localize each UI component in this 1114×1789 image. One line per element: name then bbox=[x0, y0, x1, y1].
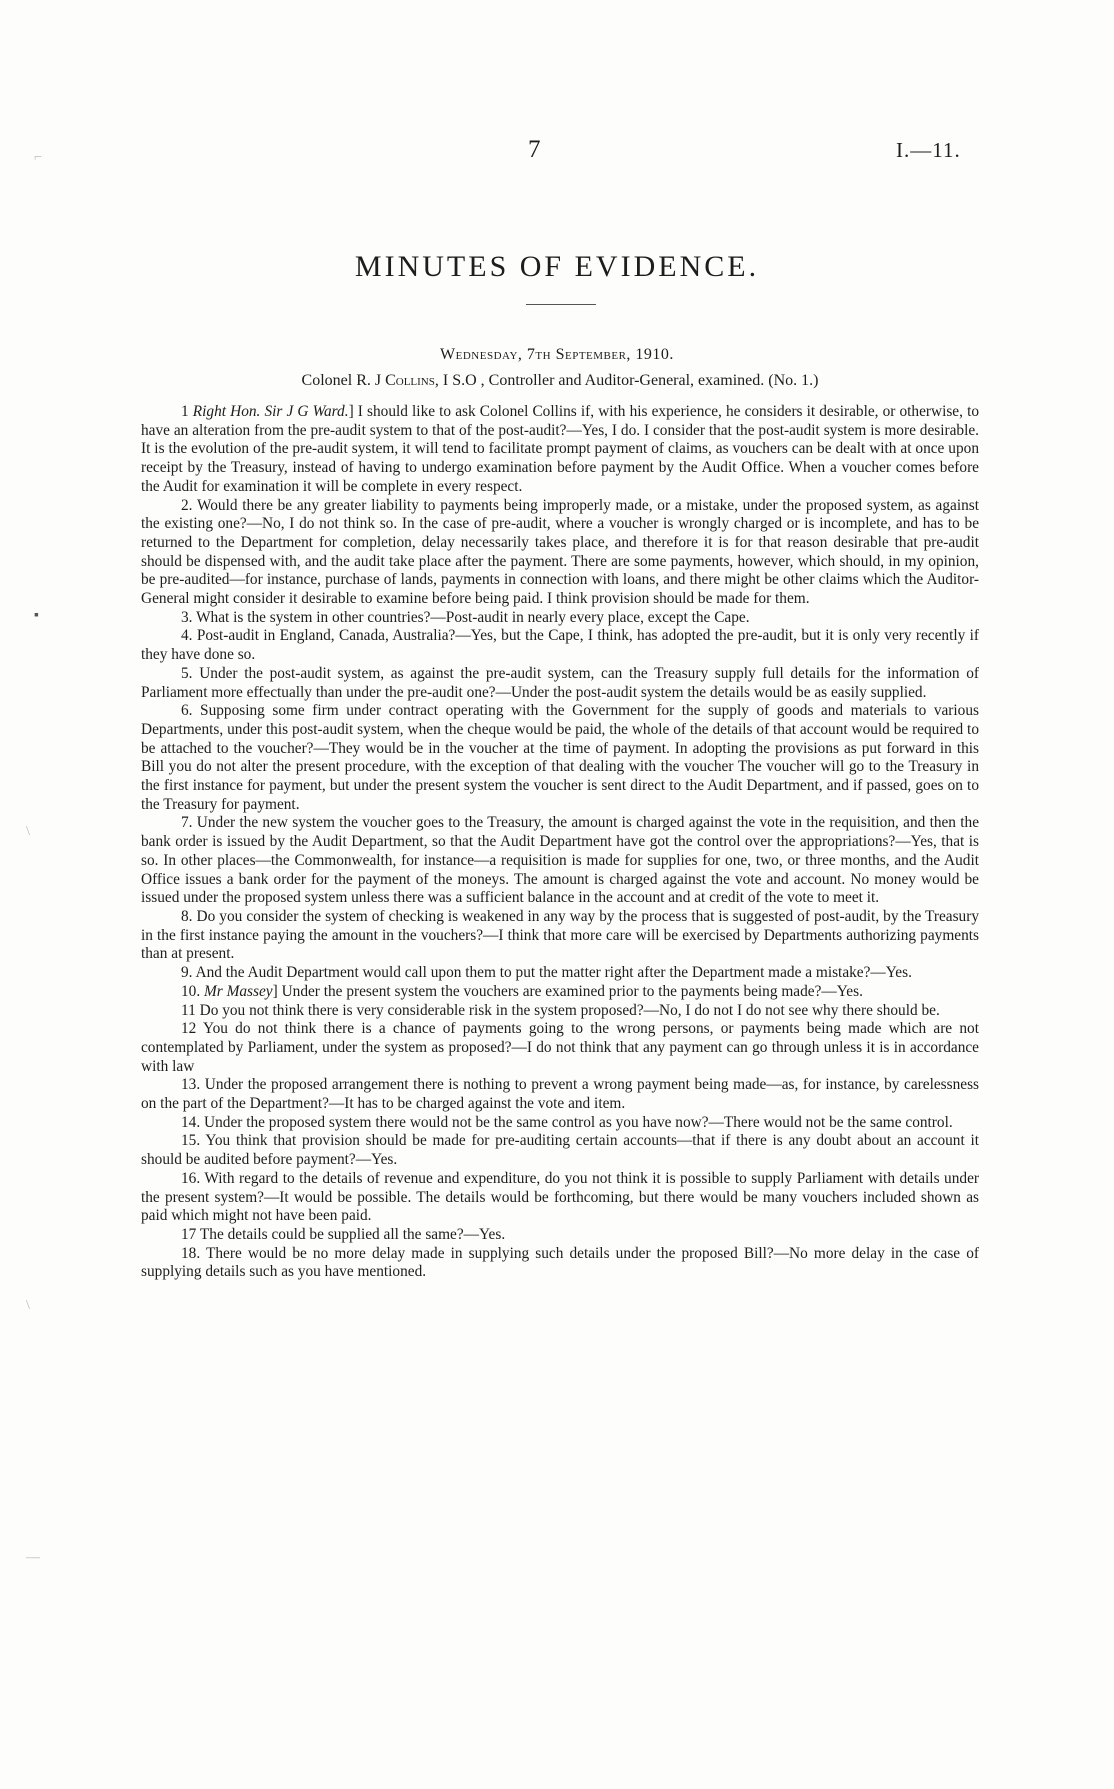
question-number: 9. bbox=[181, 964, 196, 982]
evidence-paragraph bbox=[141, 497, 979, 609]
evidence-paragraph bbox=[141, 1002, 979, 1021]
evidence-paragraph bbox=[141, 609, 979, 628]
paragraph-text: Under the new system the voucher goes to the Treasury, the amount is charged against the vote in the requisition, and then the bank order is issued by the Audit Department, so that the Audit Department have got the control over the appropriations?—Yes, that is so. In other places—the Commonwealth, for instance—a requisition is made for supplies for one, two, or three months, and the Audit Office issues a bank order for the payment of the moneys. The amount is charged against the vote and account. No money would be issued under the proposed system unless there was a sufficient balance in the account and at credit of the vote to meet it. bbox=[141, 814, 980, 907]
paragraph-text: And the Audit Department would call upon them to put the matter right after the Department made a mistake?—Yes. bbox=[195, 964, 912, 982]
evidence-paragraph bbox=[141, 1132, 979, 1169]
witness-name-prefix: Colonel R. J bbox=[301, 372, 386, 389]
paragraph-text: With regard to the details of revenue and expenditure, do you not think it is possible to supply Parliament with details under the present system?—It would be possible. The details would be forthcoming, but there would be many vouchers included shown as paid which might not have been paid. bbox=[141, 1169, 979, 1225]
question-number: 7. bbox=[181, 814, 197, 832]
evidence-paragraph bbox=[141, 665, 979, 702]
question-number: 15. bbox=[181, 1132, 206, 1150]
question-number: 1 bbox=[181, 403, 193, 420]
evidence-paragraph bbox=[141, 908, 979, 964]
question-number: 11 bbox=[181, 1001, 200, 1019]
scan-mark: ▪ bbox=[34, 608, 39, 623]
question-number: 2. bbox=[181, 496, 197, 514]
scan-mark: \ bbox=[26, 1298, 30, 1313]
evidence-paragraph bbox=[141, 1076, 979, 1113]
evidence-paragraph bbox=[141, 627, 979, 664]
evidence-paragraph bbox=[141, 702, 979, 814]
question-number: 13. bbox=[181, 1076, 205, 1094]
evidence-paragraph bbox=[141, 403, 979, 497]
paragraph-text: Do you not think there is very considerable risk in the system proposed?—No, I do not I do not see why there should be. bbox=[199, 1001, 940, 1019]
evidence-paragraph bbox=[141, 814, 979, 908]
question-number: 17 bbox=[181, 1225, 200, 1243]
question-number: 4. bbox=[181, 627, 197, 645]
evidence-paragraph bbox=[141, 1114, 979, 1133]
question-number: 16. bbox=[181, 1169, 205, 1187]
scan-mark: \ bbox=[26, 824, 30, 839]
question-number: 18. bbox=[181, 1244, 206, 1262]
evidence-paragraph bbox=[141, 1020, 979, 1076]
paragraph-text: Would there be any greater liability to payments being improperly made, or a mistake, under the proposed system, as against the existing one?—No, I do not think so. In the case of pre-audit, where a voucher is wrongly charged or is incomplete, and has to be returned to the Department for completion, delay necessarily takes place, and therefore it is for that reason desirable that pre-audit should be dispensed with, and the audit take place after the payment. There are some payments, however, which should, in my opinion, be pre-audited—for instance, purchase of lands, payments in connection with loans, and there might be other claims which the Auditor-General might consider it desirable to examine before being paid. I think provision should be made for them. bbox=[141, 496, 979, 608]
paragraph-text: There would be no more delay made in supplying such details under the proposed Bill?—No more delay in the case of supplying details such as you have mentioned. bbox=[141, 1244, 979, 1281]
paragraph-text: Under the proposed arrangement there is nothing to prevent a wrong payment being made—as, for instance, by carelessness on the part of the Department?—It has to be charged against the vote and item. bbox=[141, 1076, 980, 1113]
document-reference: I.—11. bbox=[896, 138, 961, 162]
witness-surname: Collins bbox=[385, 372, 435, 389]
paragraph-text: What is the system in other countries?—Post-audit in nearly every place, except the Cape. bbox=[196, 608, 750, 626]
question-number: 8. bbox=[181, 907, 197, 925]
evidence-paragraph bbox=[141, 983, 979, 1002]
paragraph-text: Supposing some firm under contract operating with the Government for the supply of goods and materials to various Departments, under this post-audit system, when the cheque would be paid, the whole of the details of that account would be required to be attached to the voucher?—They would be in the voucher at the time of payment. In adopting the provisions as put forward in this Bill you do not alter the present procedure, with the exception of that dealing with the voucher The voucher will go to the Treasury in the first instance for payment, but under the present system the voucher is sent direct to the Audit Department, and if passed, goes on to the Treasury for payment. bbox=[141, 702, 979, 813]
title-divider bbox=[526, 304, 596, 305]
paragraph-text: You think that provision should be made for pre-auditing certain accounts—that if there is any doubt about an account it should be audited before payment?—Yes. bbox=[141, 1132, 979, 1169]
scan-mark: ⌐ bbox=[34, 150, 42, 165]
question-number: 5. bbox=[181, 664, 200, 682]
evidence-paragraph bbox=[141, 964, 979, 983]
paragraph-text: Under the post-audit system, as against the pre-audit system, can the Treasury supply full details for the information of Parliament more effectually than under the pre-audit one?—Under the post-audit system the details would be as easily supplied. bbox=[141, 664, 979, 701]
paragraph-text: ] Under the present system the vouchers are examined prior to the payments being made?—Yes. bbox=[272, 982, 863, 1000]
speaker-name: Right Hon. Sir J G Ward. bbox=[192, 403, 349, 420]
evidence-paragraph bbox=[141, 1170, 979, 1226]
paragraph-text: ] I should like to ask Colonel Collins if, with his experience, he considers it desirable, or otherwise, to have an alteration from the pre-audit system to that of the post-audit?—Yes, I do. I consider that the post-audit system is more desirable. It is the evolution of the pre-audit system, it will tend to facilitate prompt payment of claims, as vouchers can be dealt with at once upon receipt by the Treasury, instead of having to undergo examination before payment by the Audit Office. When a voucher comes before the Audit for examination it will be complete in every respect. bbox=[141, 403, 979, 495]
paragraph-text: The details could be supplied all the same?—Yes. bbox=[199, 1225, 506, 1243]
question-number: 6. bbox=[181, 702, 201, 720]
paragraph-text: Post-audit in England, Canada, Australia?—Yes, but the Cape, I think, has adopted the pre-audit, but it is only very recently if they have done so. bbox=[141, 627, 979, 664]
evidence-body bbox=[141, 403, 979, 1282]
paragraph-text: You do not think there is a chance of payments going to the wrong persons, or payments being made which are not contemplated by Parliament, under the system as proposed?—I do not think that any payment can go through unless it is in accordance with law bbox=[141, 1020, 979, 1075]
evidence-paragraph bbox=[141, 1245, 979, 1282]
page-title: MINUTES OF EVIDENCE. bbox=[354, 250, 760, 283]
question-number: 14. bbox=[181, 1113, 205, 1131]
speaker-name: Mr Massey bbox=[204, 982, 273, 1000]
paragraph-text: Under the proposed system there would not be the same control as you have now?—There would not be the same control. bbox=[204, 1113, 953, 1131]
date-line: Wednesday, 7th September, 1910. bbox=[440, 346, 674, 363]
question-number: 12 bbox=[181, 1020, 204, 1038]
witness-suffix: , I S.O , Controller and Auditor-General, examined. (No. 1.) bbox=[434, 372, 819, 389]
question-number: 3. bbox=[181, 608, 197, 626]
paragraph-text: Do you consider the system of checking is weakened in any way by the process that is suggested of post-audit, by the Treasury in the first instance paying the amount in the vouchers?—I think that more care will be exercised by Departments authorizing payments than at present. bbox=[141, 907, 979, 963]
question-number: 10. bbox=[181, 982, 205, 1000]
evidence-paragraph bbox=[141, 1226, 979, 1245]
scan-mark: — bbox=[26, 1550, 40, 1565]
page-number: 7 bbox=[528, 136, 541, 163]
witness-line bbox=[140, 372, 980, 390]
